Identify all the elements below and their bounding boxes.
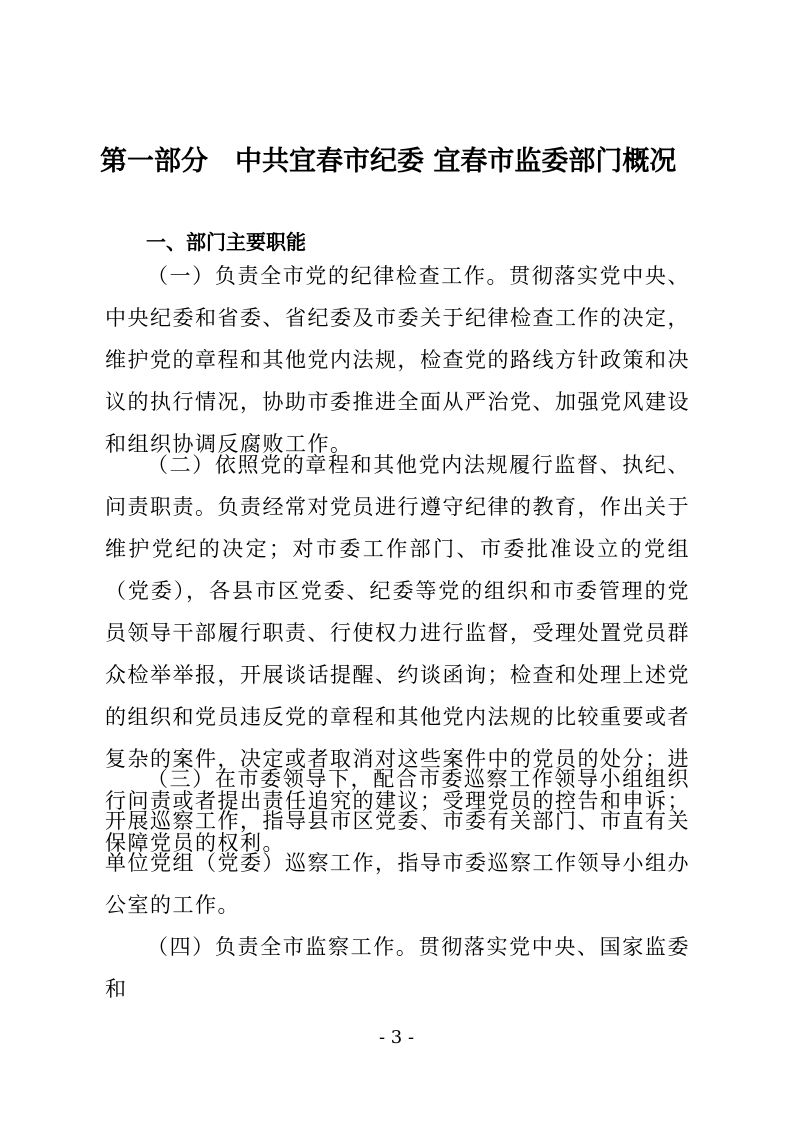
page-number: - 3 - (378, 1027, 415, 1048)
section-heading: 一、部门主要职能 (146, 230, 306, 254)
paragraph-1: （一）负责全市党的纪律检查工作。贯彻落实党中央、中央纪委和省委、省纪委及市委关于纪律检查工作的决定，维护党的章程和其他党内法规，检查党的路线方针政策和决议的执行情况，协助市委推进全面从严治党、加强党风建设和组织协调反腐败工作。 (105, 264, 690, 456)
paragraph-2: （二）依照党的章程和其他党内法规履行监督、执纪、问责职责。负责经常对党员进行遵守纪律的教育，作出关于维护党纪的决定；对市委工作部门、市委批准设立的党组（党委），各县市区党委、纪委等党的组织和市委管理的党员领导干部履行职责、行使权力进行监督，受理处置党员群众检举举报，开展谈话提醒、约谈函询；检查和处理上述党的组织和党员违反党的章程和其他党内法规的比较重要或者复杂的案件，决定或者取消对这些案件中的党员的处分；进行问责或者提出责任追究的建议；受理党员的控告和申诉；保障党员的权利。 (105, 453, 690, 855)
paragraph-4: （四）负责全市监察工作。贯彻落实党中央、国家监委和 (105, 935, 690, 1001)
paragraph-3: （三）在市委领导下，配合市委巡察工作领导小组组织开展巡察工作，指导县市区党委、市委有关部门、市直有关单位党组（党委）巡察工作，指导市委巡察工作领导小组办公室的工作。 (105, 767, 690, 917)
page-title: 第一部分 中共宜春市纪委 宜春市监委部门概况 (100, 146, 677, 177)
